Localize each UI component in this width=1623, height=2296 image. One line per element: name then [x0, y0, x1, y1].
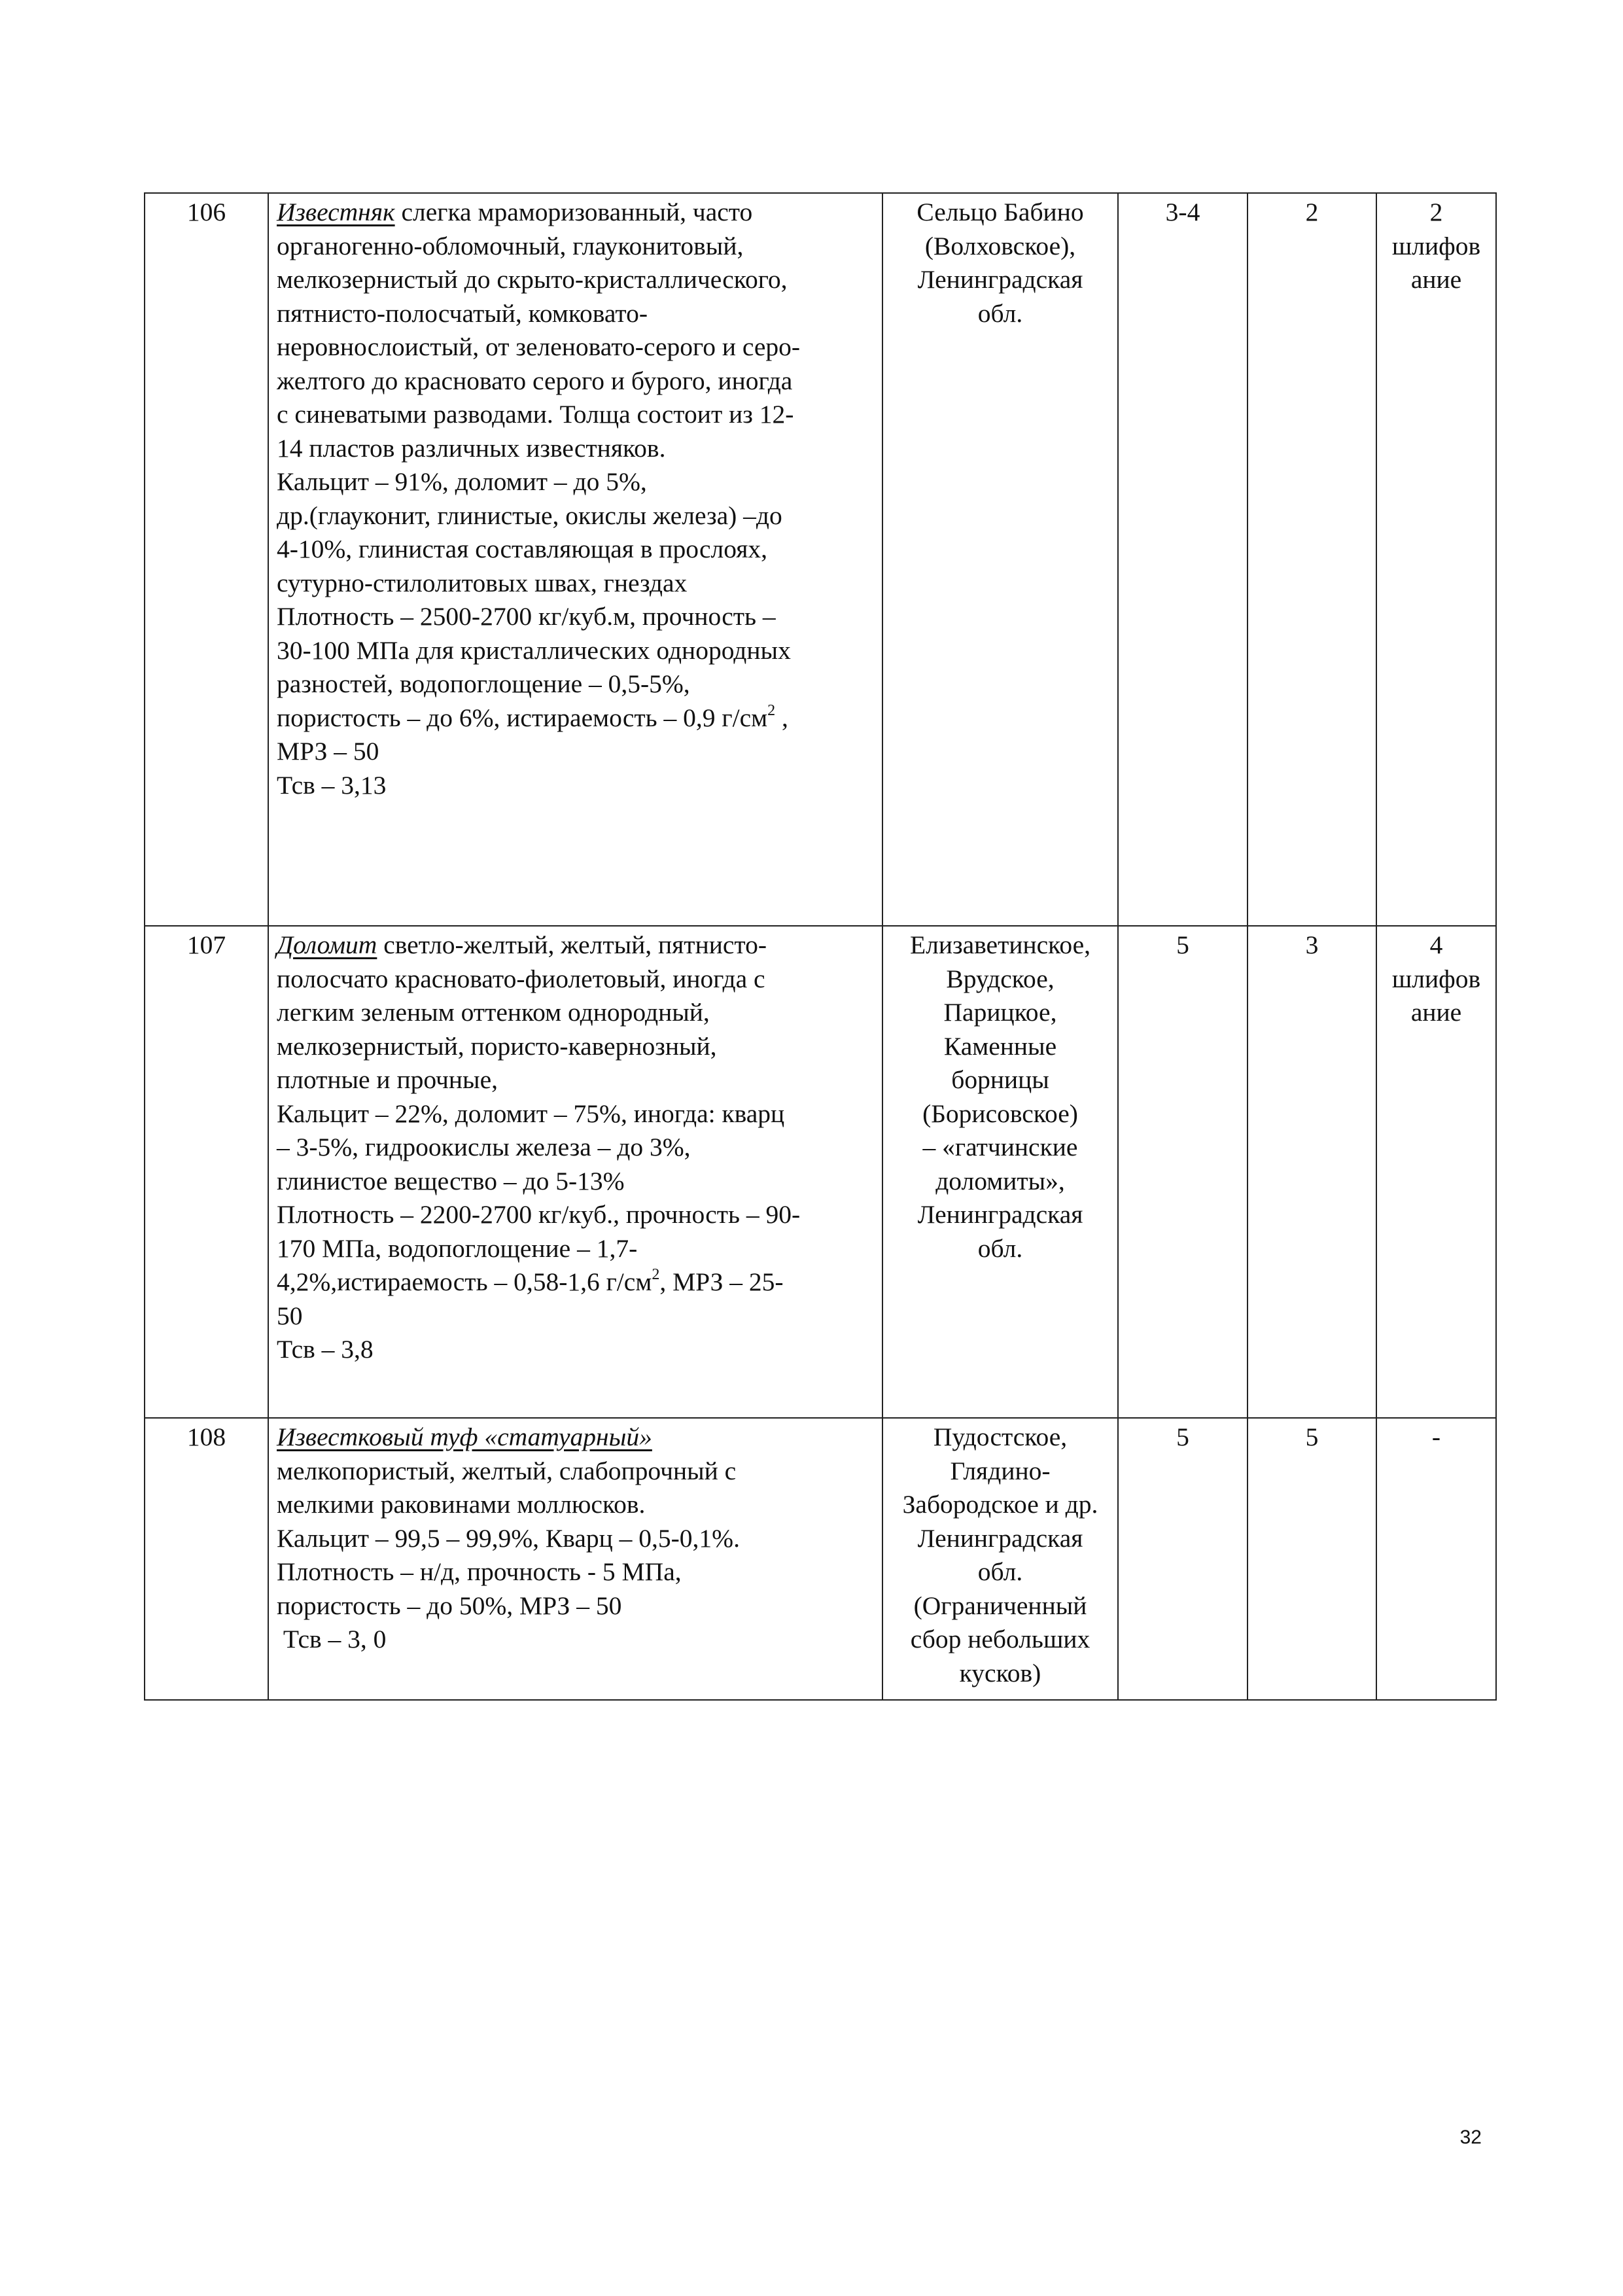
description-line: Кальцит – 91%, доломит – до 5%,	[277, 467, 647, 496]
value-col-a: 5	[1118, 1418, 1248, 1700]
description-line: Доломит светло-желтый, желтый, пятнисто-	[277, 930, 767, 959]
description-line: Тсв – 3,8	[277, 1335, 374, 1364]
location	[882, 1418, 1118, 1700]
description-line: Кальцит – 22%, доломит – 75%, иногда: кварц	[277, 1099, 785, 1128]
col-c-line: 4	[1429, 930, 1443, 959]
description-line: органогенно-обломочный, глауконитовый,	[277, 231, 744, 260]
value-col-b: 3	[1248, 926, 1376, 1418]
row-number: 108	[145, 1418, 268, 1700]
location-line: сбор небольших	[910, 1625, 1091, 1653]
table-row	[145, 1418, 1496, 1700]
rock-description	[268, 1418, 882, 1700]
description-line: 14 пластов различных известняков.	[277, 433, 666, 463]
rock-description	[268, 193, 882, 926]
row-number: 107	[145, 926, 268, 1418]
superscript: 2	[767, 701, 776, 719]
description-line: 4-10%, глинистая составляющая в прослоях,	[277, 535, 767, 563]
row-number: 106	[145, 193, 268, 926]
description-line: 30-100 МПа для кристаллических однородных	[277, 635, 791, 665]
description-line: 4,2%,истираемость – 0,58-1,6 $г/см^2$, МРЗ – 25-	[277, 1266, 784, 1296]
description-line: мелкозернистый, пористо-кавернозный,	[277, 1031, 717, 1061]
rocks-table	[144, 192, 1497, 1701]
value-col-c	[1376, 1418, 1496, 1700]
description-line: Тсв – 3,13	[277, 770, 387, 800]
description-line: мелкозернистый до скрыто-кристаллического,	[277, 265, 788, 294]
description-line: разностей, водопоглощение – 0,5-5%,	[277, 669, 690, 698]
description-line: полосчато красновато-фиолетовый, иногда с	[277, 964, 765, 993]
location-line: обл.	[977, 298, 1023, 328]
description-line: Известняк слегка мраморизованный, часто	[277, 198, 753, 226]
description-line: неровнослоистый, от зеленовато-серого и серо-	[277, 332, 801, 361]
description-line: пятнисто-полосчатый, комковато-	[277, 298, 648, 328]
description-line: Плотность – 2200-2700 кг/куб., прочность – 90-	[277, 1200, 801, 1229]
table-row	[145, 193, 1496, 926]
description-line: Кальцит – 99,5 – 99,9%, Кварц – 0,5-0,1%.	[277, 1523, 740, 1553]
description-line: мелкопористый, желтый, слабопрочный с	[277, 1456, 737, 1485]
location-line: обл.	[977, 1233, 1023, 1263]
rock-name: Известняк	[277, 198, 395, 226]
location-line: Ленинградская	[917, 1523, 1083, 1553]
value-col-b: 2	[1248, 193, 1376, 926]
description-line: Плотность – 2500-2700 кг/куб.м, прочность –	[277, 602, 776, 631]
description-line: 50	[277, 1301, 303, 1330]
location-line: (Ограниченный	[913, 1591, 1087, 1620]
value-col-a: 5	[1118, 926, 1248, 1418]
location-line: (Борисовское)	[922, 1099, 1078, 1128]
location-line: кусков)	[959, 1658, 1041, 1687]
description-line: – 3-5%, гидроокислы железа – до 3%,	[277, 1133, 691, 1161]
value-col-a: 3-4	[1118, 193, 1248, 926]
value-col-b: 5	[1248, 1418, 1376, 1700]
location-line: (Волховское),	[924, 231, 1076, 260]
description-line: глинистое вещество – до 5-13%	[277, 1166, 625, 1195]
location	[882, 926, 1118, 1418]
location-line: Пудостское,	[933, 1422, 1068, 1451]
page-number: 32	[1459, 2127, 1482, 2148]
description-line: мелкими раковинами моллюсков.	[277, 1490, 646, 1519]
description-line: 170 МПа, водопоглощение – 1,7-	[277, 1233, 638, 1263]
location-line: Каменные	[943, 1031, 1057, 1061]
location-line: Парицкое,	[943, 998, 1057, 1027]
location-line: Сельцо Бабино	[916, 198, 1084, 226]
location-line: Елизаветинское,	[910, 930, 1091, 959]
table-row	[145, 926, 1496, 1418]
location-line: Врудское,	[946, 964, 1055, 993]
description-line: сутурно-стилолитовых швах, гнездах	[277, 568, 688, 597]
col-c-line: ание	[1410, 998, 1462, 1027]
location-line: Ленинградская	[917, 1200, 1083, 1229]
rock-name: Известковый туф «статуарный»	[277, 1422, 652, 1451]
description-line: МРЗ – 50	[277, 737, 379, 766]
col-c-line: -	[1431, 1422, 1441, 1451]
description-line: пористость – до 50%, МРЗ – 50	[277, 1591, 622, 1620]
location-line: Забородское и др.	[902, 1490, 1098, 1519]
location-line: борницы	[951, 1065, 1049, 1094]
description-line: др.(глауконит, глинистые, окислы железа) –до	[277, 501, 782, 530]
location-line: Ленинградская	[917, 265, 1083, 294]
location-line: доломиты»,	[935, 1166, 1065, 1195]
col-c-line: шлифов	[1391, 231, 1481, 260]
description-line: плотные и прочные,	[277, 1065, 498, 1094]
description-line: Тсв – 3, 0	[277, 1625, 387, 1653]
description-line: Плотность – н/д, прочность - 5 МПа,	[277, 1557, 682, 1586]
col-c-line: 2	[1429, 198, 1443, 226]
location-line: Глядино-	[950, 1456, 1051, 1485]
value-col-c	[1376, 193, 1496, 926]
location-line: – «гатчинские	[922, 1133, 1078, 1161]
col-c-line: шлифов	[1391, 964, 1481, 993]
superscript: 2	[652, 1266, 660, 1283]
location	[882, 193, 1118, 926]
rock-name: Доломит	[277, 930, 377, 959]
col-c-line: ание	[1410, 265, 1462, 294]
description-line: легким зеленым оттенком однородный,	[277, 998, 710, 1027]
location-line: обл.	[977, 1557, 1023, 1586]
description-line: пористость – до 6%, истираемость – 0,9 $г/см^2$ ,	[277, 701, 788, 732]
description-line: желтого до красновато серого и бурого, иногда	[277, 366, 793, 395]
value-col-c	[1376, 926, 1496, 1418]
rock-description	[268, 926, 882, 1418]
description-line: с синеватыми разводами. Толща состоит из 12-	[277, 400, 794, 429]
